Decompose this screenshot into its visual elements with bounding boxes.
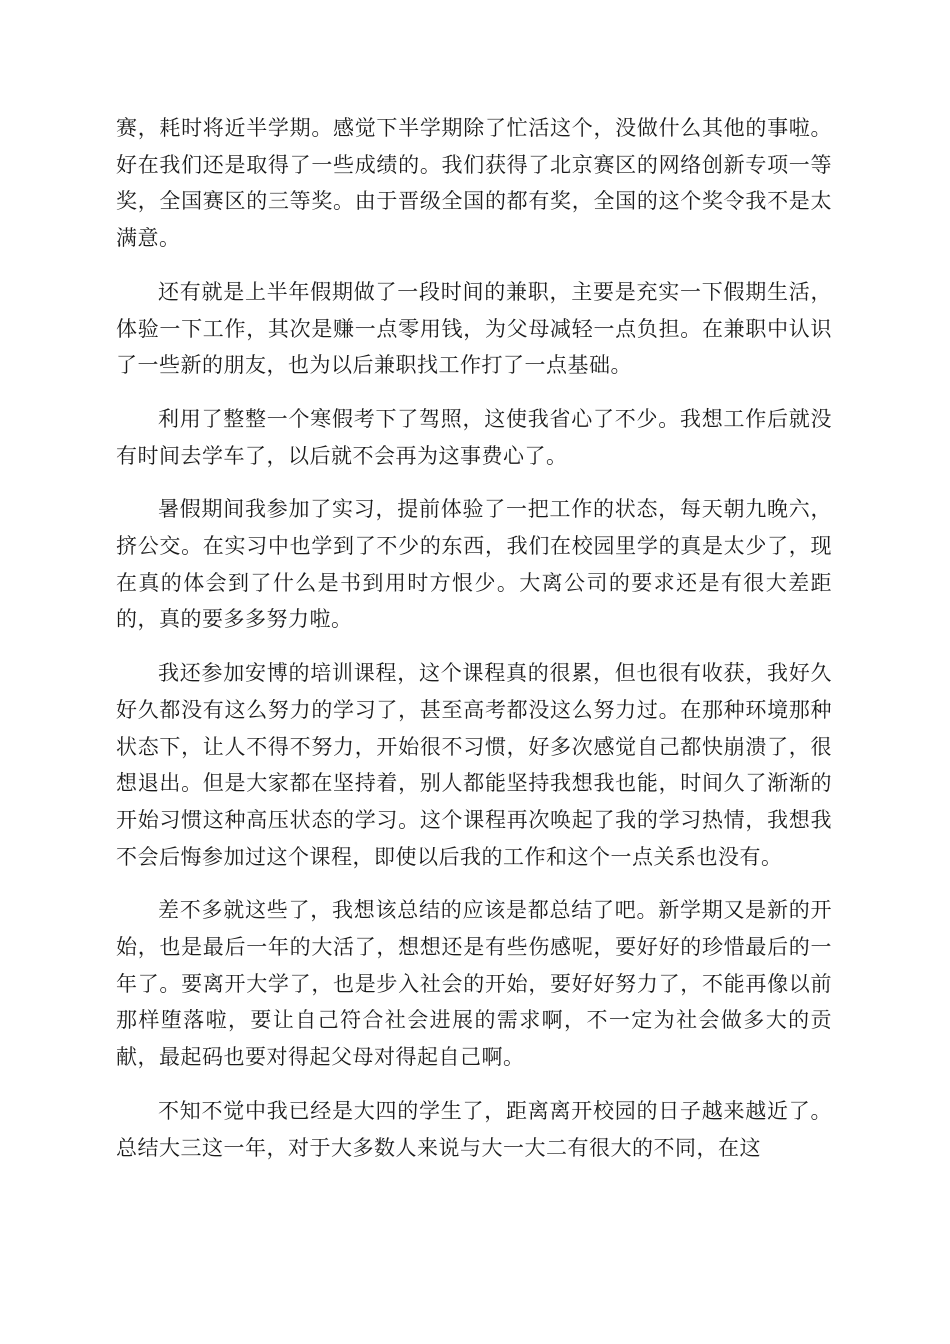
- paragraph-3: 利用了整整一个寒假考下了驾照，这使我省心了不少。我想工作后就没有时间去学车了，以后就不会再为这事费心了。: [116, 406, 832, 468]
- paragraph-7: 不知不觉中我已经是大四的学生了，距离离开校园的日子越来越近了。总结大三这一年，对于大多数人来说与大一大二有很大的不同，在这: [116, 1098, 832, 1160]
- paragraph-2: 还有就是上半年假期做了一段时间的兼职，主要是充实一下假期生活，体验一下工作，其次是赚一点零用钱，为父母减轻一点负担。在兼职中认识了一些新的朋友，也为以后兼职找工作打了一点基础。: [116, 279, 832, 378]
- paragraph-6: 差不多就这些了，我想该总结的应该是都总结了吧。新学期又是新的开始，也是最后一年的大活了，想想还是有些伤感呢，要好好的珍惜最后的一年了。要离开大学了，也是步入社会的开始，要好好努力了，不能再像以前那样堕落啦，要让自己符合社会进展的需求啊，不一定为社会做多大的贡献，最起码也要对得起父母对得起自己啊。: [116, 898, 832, 1070]
- document-body: [116, 110, 832, 1183]
- paragraph-1: 赛，耗时将近半学期。感觉下半学期除了忙活这个，没做什么其他的事啦。好在我们还是取得了一些成绩的。我们获得了北京赛区的网络创新专项一等奖，全国赛区的三等奖。由于晋级全国的都有奖，全国的这个奖令我不是太满意。: [116, 116, 832, 251]
- paragraph-5: 我还参加安博的培训课程，这个课程真的很累，但也很有收获，我好久好久都没有这么努力的学习了，甚至高考都没这么努力过。在那种环境那种状态下，让人不得不努力，开始很不习惯，好多次感觉自己都快崩溃了，很想退出。但是大家都在坚持着，别人都能坚持我想我也能，时间久了渐渐的开始习惯这种高压状态的学习。这个课程再次唤起了我的学习热情，我想我不会后悔参加过这个课程，即使以后我的工作和这个一点关系也没有。: [116, 661, 832, 869]
- paragraph-4: 暑假期间我参加了实习，提前体验了一把工作的状态，每天朝九晚六，挤公交。在实习中也学到了不少的东西，我们在校园里学的真是太少了，现在真的体会到了什么是书到用时方恨少。大离公司的要求还是有很大差距的，真的要多多努力啦。: [116, 497, 832, 632]
